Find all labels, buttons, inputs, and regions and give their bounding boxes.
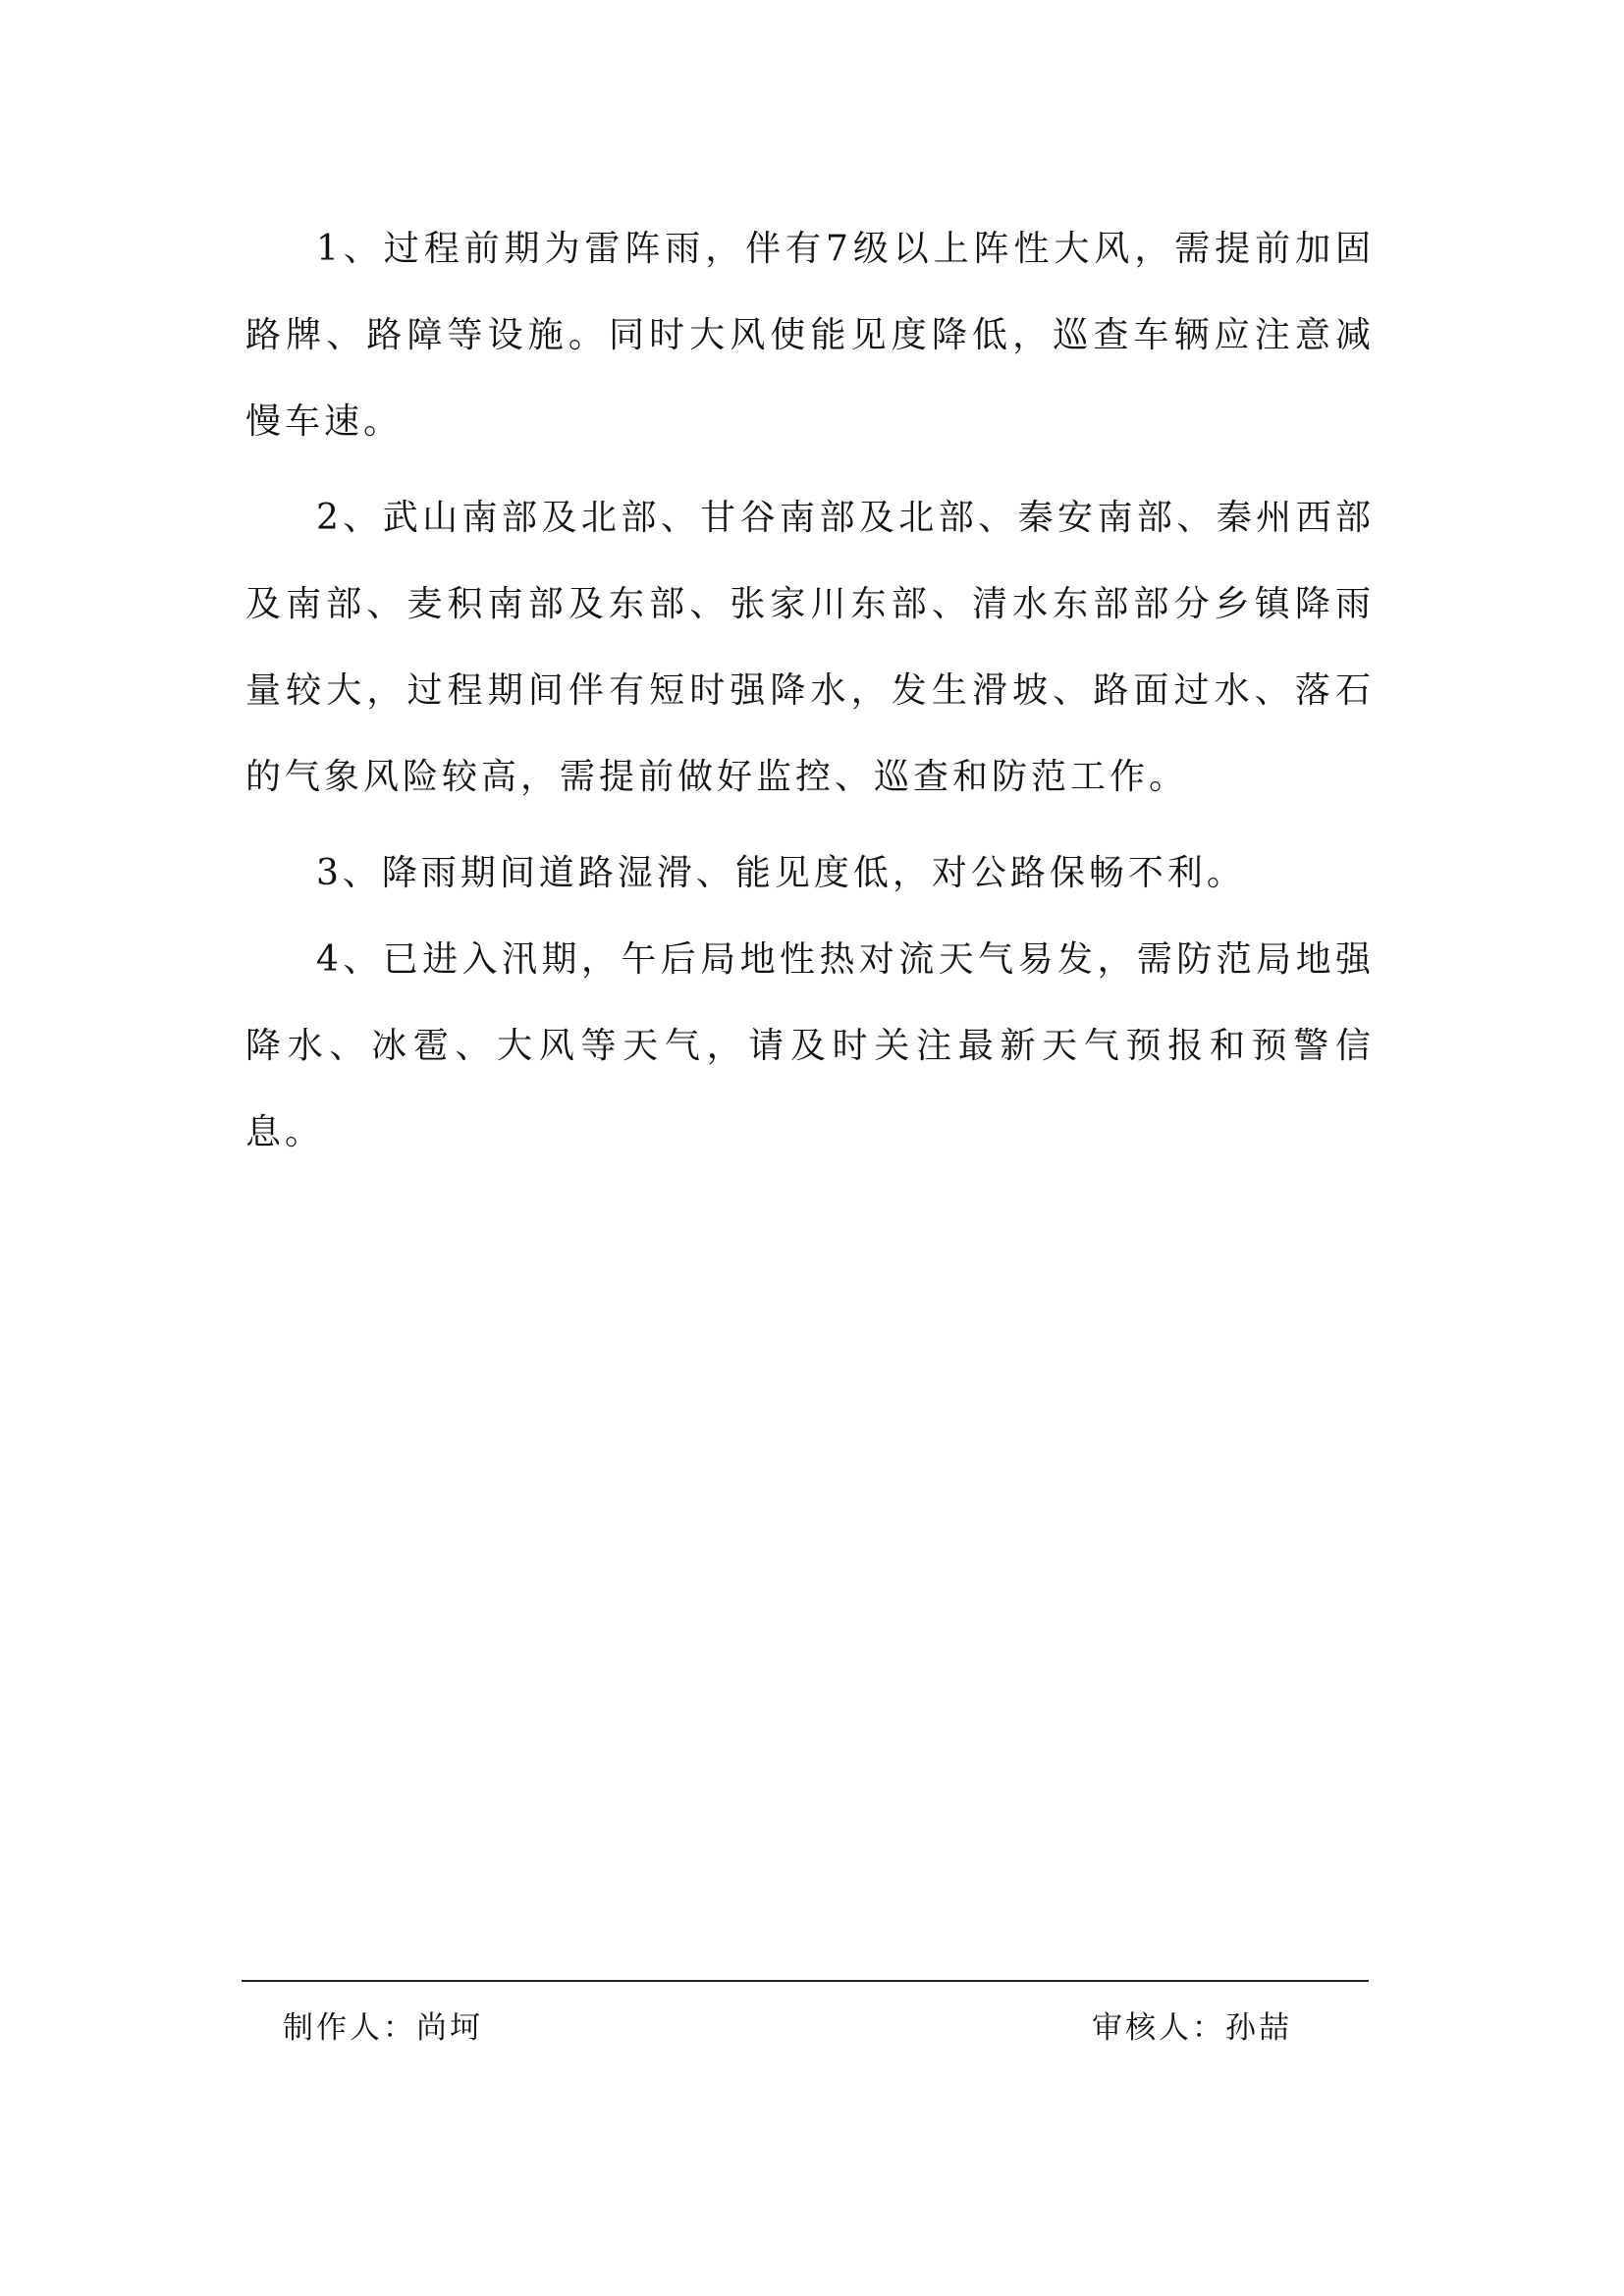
- reviewer-label: 审核人：孙喆: [1092, 2010, 1292, 2046]
- paragraph-3: 3、降雨期间道路湿滑、能见度低，对公路保畅不利。: [316, 853, 1246, 893]
- footer-divider: [242, 1980, 1369, 1982]
- paragraph-4: 4、已进入汛期，午后局地性热对流天气易发，需防范局地强降水、冰雹、大风等天气，请及时关注最新天气预报和预警信息。: [245, 939, 1375, 1152]
- paragraph-1: 1、过程前期为雷阵雨，伴有7级以上阵性大风，需提前加固路牌、路障等设施。同时大风使能见度降低，巡查车辆应注意减慢车速。: [245, 229, 1375, 442]
- producer-label: 制作人：尚坷: [283, 2010, 483, 2046]
- paragraph-2: 2、武山南部及北部、甘谷南部及北部、秦安南部、秦州西部及南部、麦积南部及东部、张家川东部、清水东部部分乡镇降雨量较大，过程期间伴有短时强降水，发生滑坡、路面过水、落石的气象风险较高，需提前做好监控、巡查和防范工作。: [245, 498, 1375, 797]
- document-body: [245, 206, 1375, 1176]
